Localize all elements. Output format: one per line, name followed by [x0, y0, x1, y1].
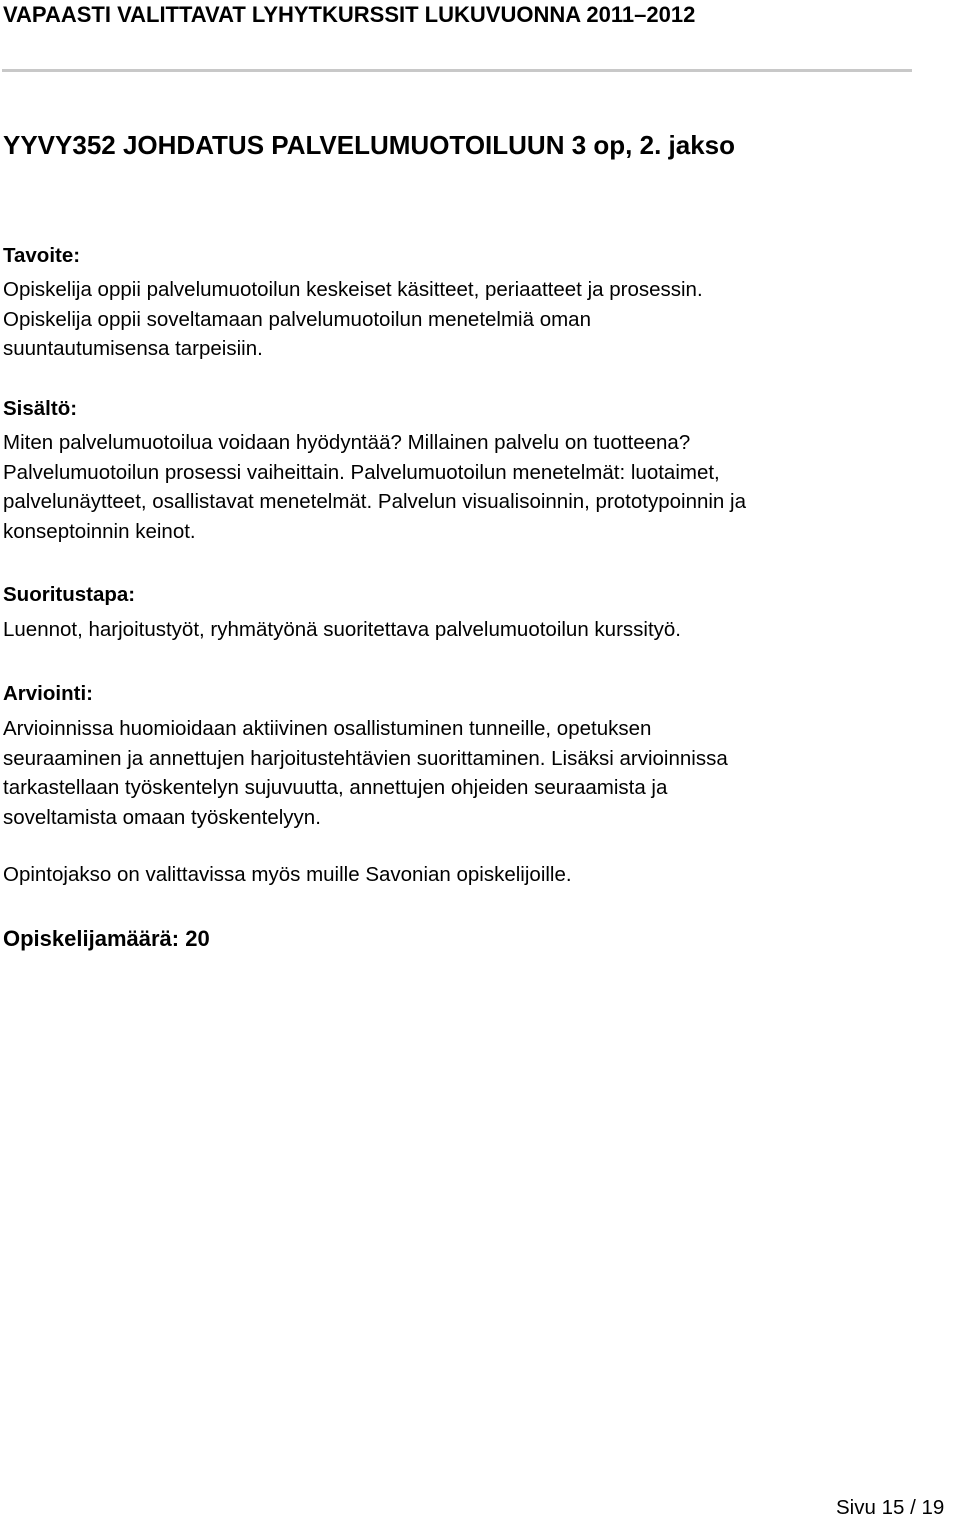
text-line: Palvelumuotoilun prosessi vaiheittain. Palvelumuotoilun menetelmät: luotaimet, — [3, 460, 720, 484]
header-divider — [2, 69, 912, 72]
section-heading-tavoite: Tavoite: — [3, 244, 81, 267]
section-heading-sisalto: Sisältö: — [3, 397, 78, 420]
section-text-arviointi — [3, 714, 933, 832]
text-line: Opiskelija oppii palvelumuotoilun keskeiset käsitteet, periaatteet ja prosessin. — [3, 278, 703, 301]
page-number: Sivu 15 / 19 — [836, 1496, 945, 1519]
text-line: konseptoinnin keinot. — [3, 519, 196, 543]
section-text-sisalto — [3, 428, 933, 546]
section-text-suoritustapa — [3, 615, 933, 645]
section-heading-suoritustapa: Suoritustapa: — [3, 583, 136, 606]
text-line: seuraaminen ja annettujen harjoitustehtävien suorittaminen. Lisäksi arvioinnissa — [3, 746, 728, 770]
text-line: Arvioinnissa huomioidaan aktiivinen osallistuminen tunneille, opetuksen — [3, 717, 652, 740]
availability-note — [3, 860, 933, 890]
text-line: tarkastellaan työskentelyn sujuvuutta, annettujen ohjeiden seuraamista ja — [3, 776, 668, 799]
text-line: Opintojakso on valittavissa myös muille Savonian opiskelijoille. — [3, 863, 572, 886]
text-line: Luennot, harjoitustyöt, ryhmätyönä suoritettava palvelumuotoilun kurssityö. — [3, 618, 682, 641]
text-line: suuntautumisensa tarpeisiin. — [3, 337, 263, 360]
document-header-title: VAPAASTI VALITTAVAT LYHYTKURSSIT LUKUVUONNA 2011–2012 — [3, 2, 696, 27]
student-count: Opiskelijamäärä: 20 — [3, 926, 210, 951]
text-line: Miten palvelumuotoilua voidaan hyödyntää? Millainen palvelu on tuotteena? — [3, 431, 691, 454]
section-text-tavoite — [3, 275, 933, 364]
text-line: Opiskelija oppii soveltamaan palvelumuotoilun menetelmiä oman — [3, 307, 591, 331]
section-heading-arviointi: Arviointi: — [3, 682, 93, 705]
text-line: palvelunäytteet, osallistavat menetelmät. Palvelun visualisoinnin, prototypoinnin ja — [3, 490, 746, 513]
text-line: soveltamista omaan työskentelyyn. — [3, 805, 321, 829]
course-title: YYVY352 JOHDATUS PALVELUMUOTOILUUN 3 op, 2. jakso — [3, 130, 735, 160]
